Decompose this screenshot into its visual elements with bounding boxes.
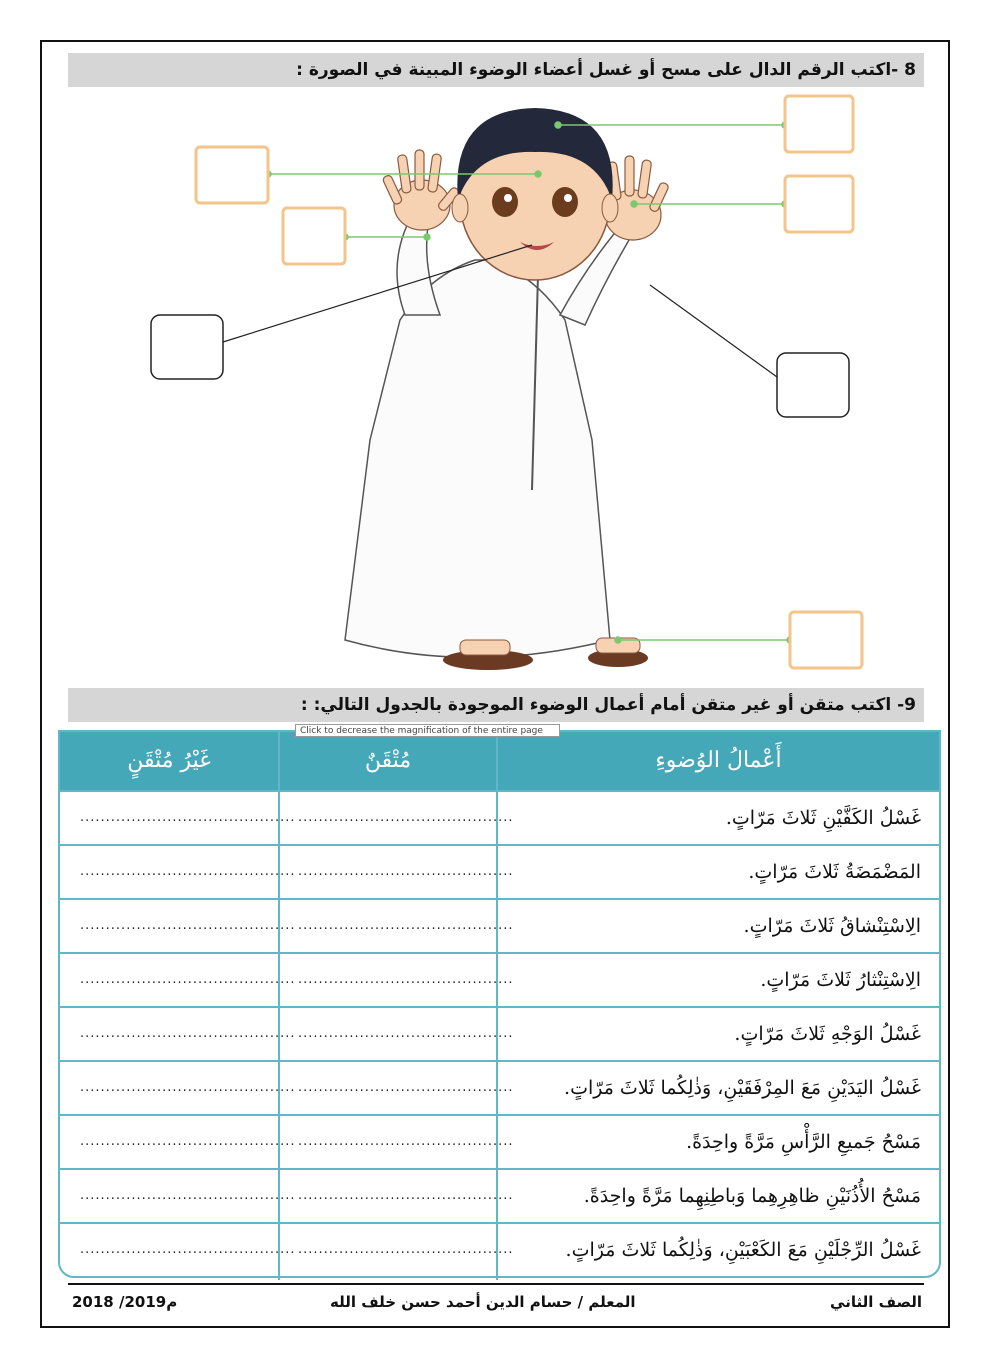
mastered-blank[interactable]: .......................................... [298,1242,514,1257]
right-ear [602,194,618,222]
mastered-blank[interactable]: .......................................... [298,1134,514,1149]
wudu-action-text: المَضْمَضَةُ ثَلاثَ مَرّاتٍ. [748,861,921,883]
question-9-text: اكتب متقن أو غير متقن أمام أعمال الوضوء الموجودة بالجدول التالي: : [300,695,892,715]
question-8-number: 8 [904,60,916,80]
header-not-mastered: غَيْرُ مُتْقَنٍ [127,748,211,773]
table-row [60,1114,939,1168]
footer-grade: الصف الثاني [830,1293,922,1311]
footer-teacher: المعلم / حسام الدين أحمد حسن خلف الله [330,1293,636,1311]
table-row [60,790,939,844]
magnification-tooltip: Click to decrease the magnification of the entire page [295,724,560,737]
answer-box-ear [785,176,853,232]
wudu-action-text: الِاسْتِنْشاقُ ثَلاثَ مَرّاتٍ. [743,915,921,937]
mastered-blank[interactable]: .......................................... [298,918,514,933]
not-mastered-blank[interactable]: .......................................... [80,1188,296,1203]
not-mastered-blank[interactable]: .......................................... [80,972,296,987]
question-8-bar [68,53,924,87]
mastered-blank[interactable]: .......................................... [298,1188,514,1203]
answer-box-nose [283,208,345,264]
wudu-action-text: مَسْحُ جَميعِ الرَّأْسِ مَرَّةً واحِدَةً. [686,1131,921,1153]
answer-box-hand [777,353,849,417]
footer-year: 2018 /2019م [72,1293,178,1311]
not-mastered-blank[interactable]: .......................................... [80,1134,296,1149]
mastered-blank[interactable]: .......................................... [298,810,514,825]
left-hand [382,150,461,230]
not-mastered-blank[interactable]: .......................................... [80,810,296,825]
wudu-table [58,730,941,1278]
header-mastered: مُتْقَنٌ [364,748,412,773]
not-mastered-blank[interactable]: .......................................... [80,918,296,933]
wudu-action-text: غَسْلُ الرِّجْلَيْنِ مَعَ الكَعْبَيْنِ، وَذٰلِكُما ثَلاثَ مَرّاتٍ. [565,1239,921,1261]
wudu-action-text: الِاسْتِنْثارُ ثَلاثَ مَرّاتٍ. [760,969,921,991]
table-row [60,1168,939,1222]
left-ear [452,194,468,222]
mastered-blank[interactable]: .......................................... [298,864,514,879]
answer-box-foot [790,612,862,668]
not-mastered-blank[interactable]: .......................................... [80,1080,296,1095]
footer-rule [68,1283,924,1285]
wudu-figure [140,90,880,680]
not-mastered-blank[interactable]: .......................................... [80,864,296,879]
wudu-action-text: غَسْلُ الوَجْهِ ثَلاثَ مَرّاتٍ. [734,1023,921,1045]
question-9-number: 9- [897,695,916,715]
table-header [60,732,939,790]
table-row [60,844,939,898]
table-row [60,1060,939,1114]
table-row [60,1222,939,1276]
question-8-text: -اكتب الرقم الدال على مسح أو غسل أعضاء الوضوء المبينة في الصورة : [296,60,899,80]
header-actions: أَعْمالُ الوُضوءِ [655,748,782,773]
answer-box-head [785,96,853,152]
mastered-blank[interactable]: .......................................... [298,972,514,987]
mastered-blank[interactable]: .......................................... [298,1080,514,1095]
right-eye [552,187,578,217]
table-row [60,1006,939,1060]
left-eye [492,187,518,217]
table-row [60,898,939,952]
table-row [60,952,939,1006]
mastered-blank[interactable]: .......................................... [298,1026,514,1041]
wudu-action-text: مَسْحُ الأُذُنَيْنِ ظاهِرِهِما وَباطِنِهِما مَرَّةً واحِدَةً. [583,1185,921,1207]
answer-box-face [196,147,268,203]
wudu-action-text: غَسْلُ الكَفَّيْنِ ثَلاثَ مَرّاتٍ. [725,807,921,829]
not-mastered-blank[interactable]: .......................................... [80,1242,296,1257]
not-mastered-blank[interactable]: .......................................... [80,1026,296,1041]
wudu-action-text: غَسْلُ اليَدَيْنِ مَعَ المِرْفَقَيْنِ، وَذٰلِكُما ثَلاثَ مَرّاتٍ. [564,1077,921,1099]
answer-box-mouth [151,315,223,379]
question-9-bar [68,688,924,722]
